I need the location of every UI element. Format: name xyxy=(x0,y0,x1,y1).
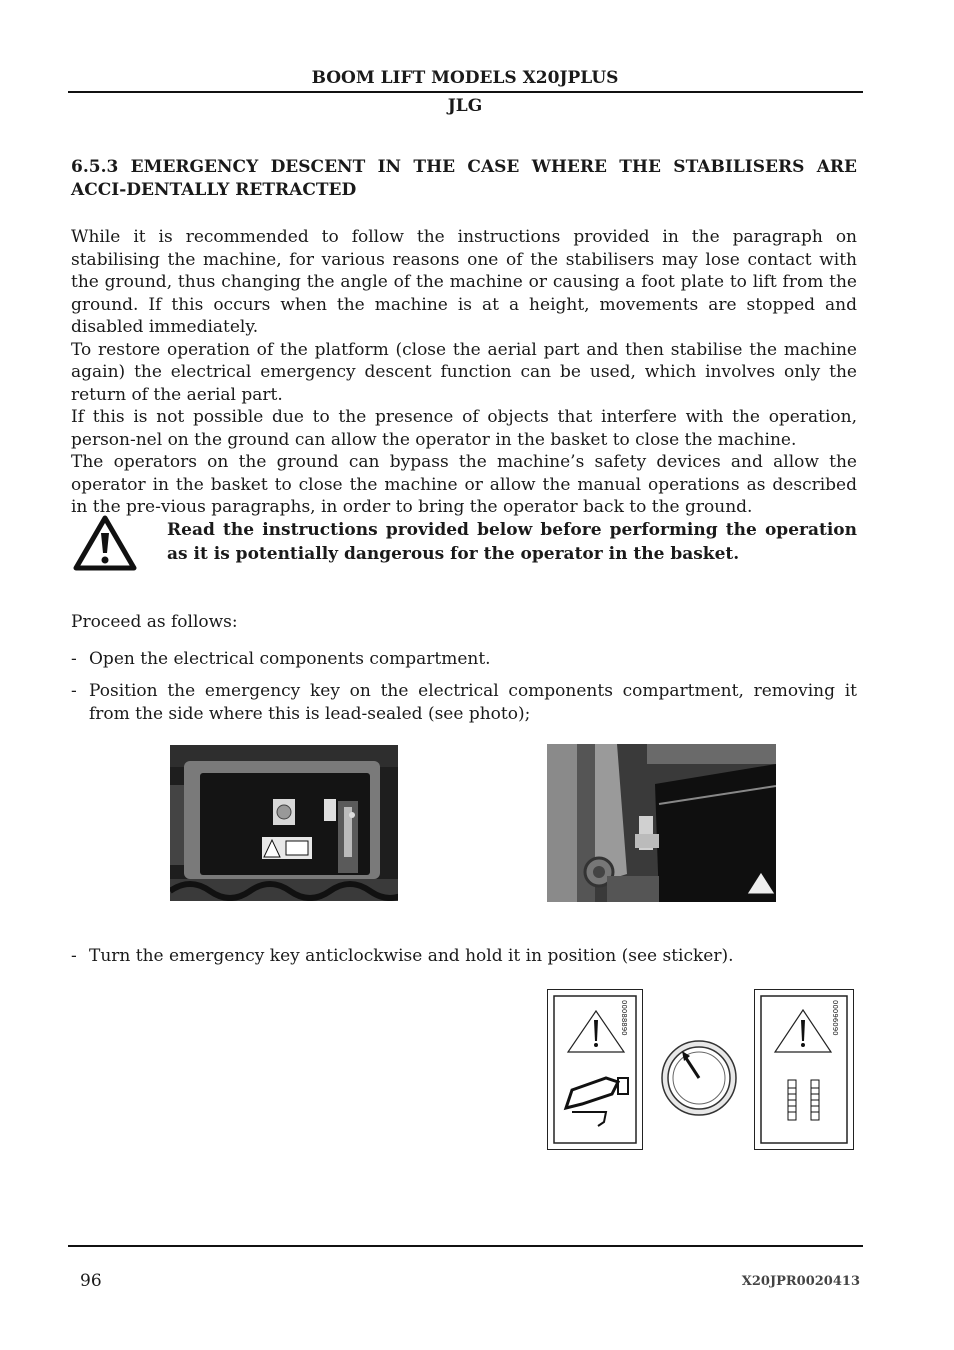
footer-rule xyxy=(68,1245,863,1247)
sticker-code: 00096090 xyxy=(831,1000,839,1036)
photo-electrical-box xyxy=(170,745,398,901)
header-title: BOOM LIFT MODELS X20JPLUS xyxy=(311,68,619,88)
body-text xyxy=(71,226,857,519)
paragraph: While it is recommended to follow the instructions provided in the paragraph on stabilising the machine, for various reasons one of the stabilisers may lose contact with the ground, thus changing the angle of the machine or causing a foot plate to lift from the ground. If this occurs when the machine is at a height, movements are stopped and disabled immediately. xyxy=(71,227,857,337)
list-item xyxy=(71,945,857,968)
page-number: 96 xyxy=(80,1271,102,1291)
sticker-descent xyxy=(547,989,643,1150)
sticker-bypass xyxy=(754,989,854,1150)
bullet-dash: - xyxy=(71,946,77,966)
sticker-code: 00088890 xyxy=(620,1000,628,1036)
step-text: Open the electrical components compartment. xyxy=(89,649,491,669)
list-item xyxy=(71,648,857,671)
warning-text: Read the instructions provided below before performing the operation as it is potentially dangerous for the operator in the basket. xyxy=(167,520,857,564)
document-code: X20JPR0020413 xyxy=(741,1274,860,1289)
paragraph: To restore operation of the platform (close the aerial part and then stabilise the machine again) the electrical emergency descent function can be used, which involves only the return of the aerial part. xyxy=(71,339,857,405)
step-text: Position the emergency key on the electrical components compartment, removing it from the side where this is lead-sealed (see photo); xyxy=(89,681,857,724)
photo-box-side xyxy=(547,744,776,902)
paragraph: If this is not possible due to the presence of objects that interfere with the operation, person-nel on the ground can allow the operator in the basket to close the machine. xyxy=(71,407,857,450)
emergency-key-icon xyxy=(660,1039,738,1117)
section-title: 6.5.3 EMERGENCY DESCENT IN THE CASE WHERE THE STABILISERS ARE ACCI-DENTALLY RETRACTED xyxy=(71,157,857,200)
paragraph: The operators on the ground can bypass the machine’s safety devices and allow the operator in the basket to close the machine or allow the manual operations as described in the pre-vious paragraphs, in order to bring the operator back to the ground. xyxy=(71,452,857,517)
step-text: Turn the emergency key anticlockwise and hold it in position (see sticker). xyxy=(89,946,734,966)
header-rule xyxy=(68,91,863,93)
proceed-label: Proceed as follows: xyxy=(71,612,238,632)
bullet-dash: - xyxy=(71,681,77,701)
warning-triangle-icon xyxy=(73,515,137,571)
list-item xyxy=(71,680,857,725)
bullet-dash: - xyxy=(71,649,77,669)
header-subtitle: JLG xyxy=(447,96,483,116)
